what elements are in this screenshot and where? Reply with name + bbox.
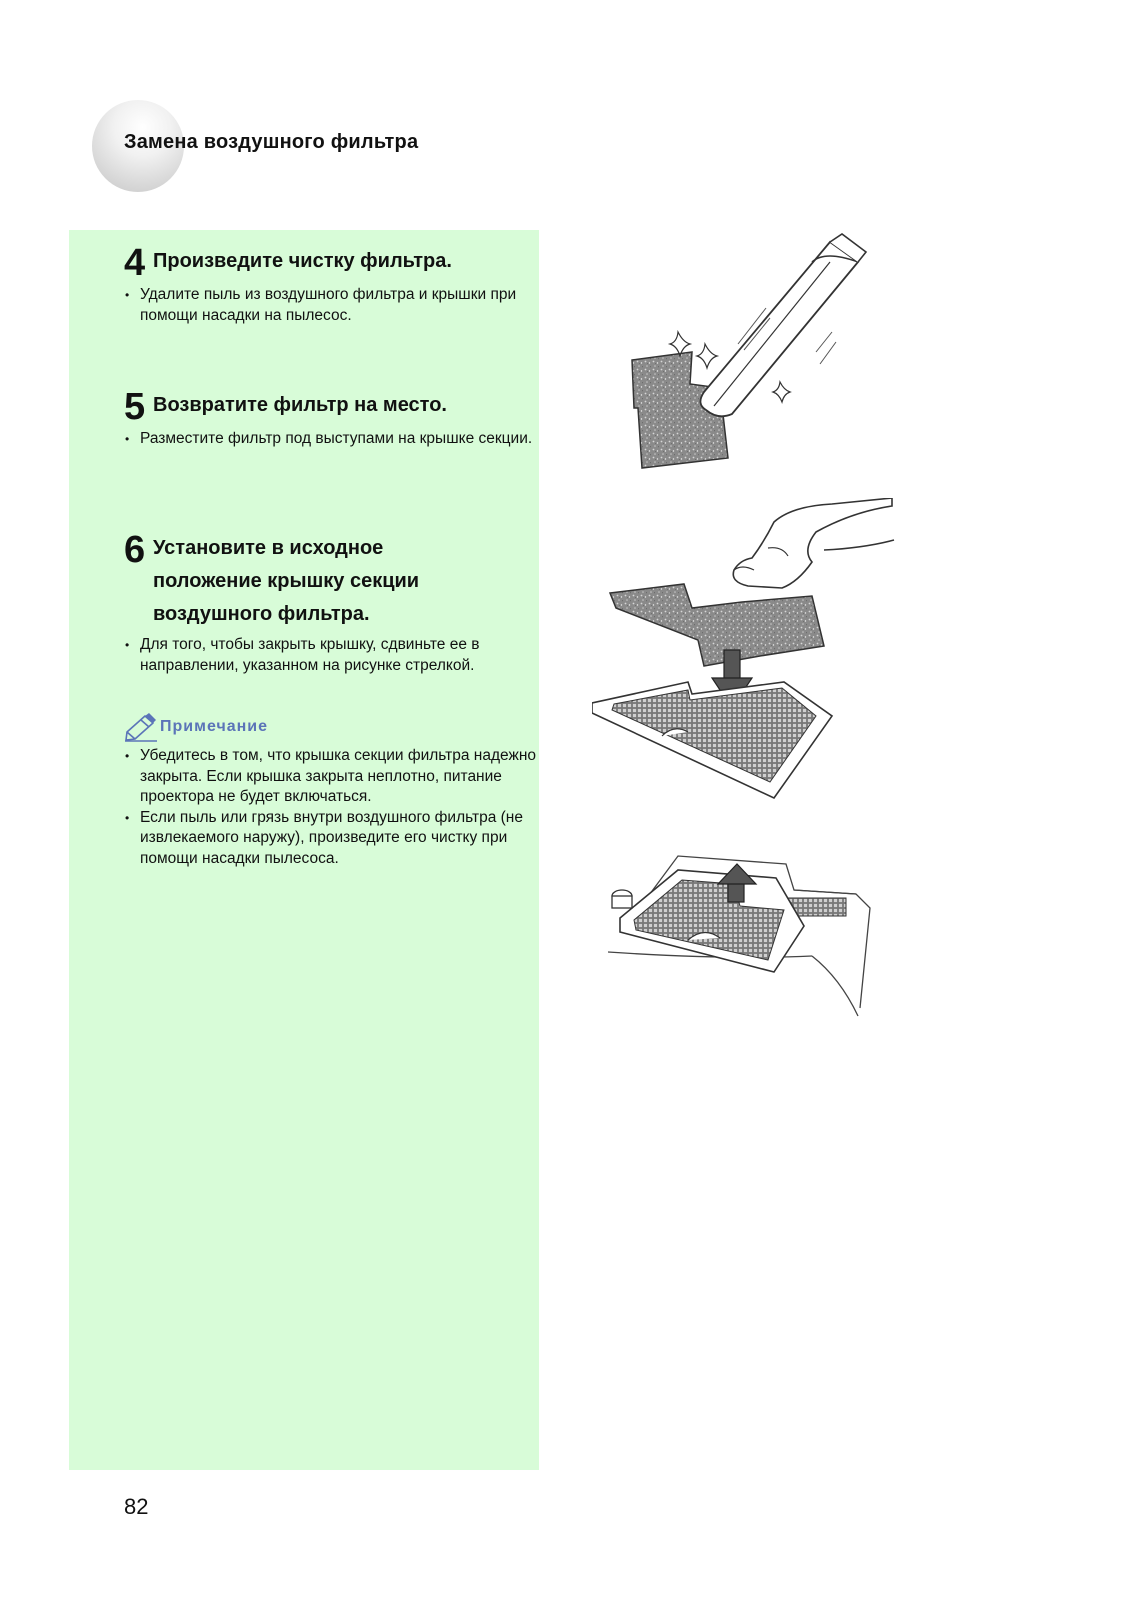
hand-icon bbox=[733, 498, 894, 588]
step-number: 5 bbox=[124, 386, 145, 428]
screw-knob-icon bbox=[612, 890, 632, 908]
step-5 bbox=[124, 386, 539, 450]
filter-cover-installed bbox=[620, 870, 804, 972]
bullet-item: • Разместите фильтр под выступами на крышке секции. bbox=[124, 429, 539, 450]
cover-installation-illustration bbox=[608, 848, 888, 1030]
bullet-item: • Для того, чтобы закрыть крышку, сдвиньте ее в направлении, указанном на рисунке стрелкой. bbox=[124, 635, 539, 676]
vacuum-nozzle-icon bbox=[700, 234, 866, 416]
filter-placement-illustration bbox=[592, 498, 912, 818]
bullet-item: • Удалите пыль из воздушного фильтра и крышки при помощи насадки на пылесос. bbox=[124, 285, 539, 326]
filter-sheet bbox=[610, 584, 824, 666]
step-4 bbox=[124, 242, 539, 326]
filter-cover-tray bbox=[592, 682, 832, 798]
bullet-item: • Убедитесь в том, что крышка секции фильтра надежно закрыта. Если крышка закрыта неплотно, питание проектора не будет включаться. bbox=[124, 746, 539, 808]
vacuum-cleaning-illustration bbox=[620, 232, 870, 482]
section-title: Замена воздушного фильтра bbox=[124, 131, 419, 153]
bullet-item: • Если пыль или грязь внутри воздушного фильтра (не извлекаемого наружу), произведите его чистку при помощи насадки пылесоса. bbox=[124, 808, 539, 870]
step-title: Установите в исходное положение крышку секции воздушного фильтра. bbox=[153, 537, 420, 625]
step-number: 4 bbox=[124, 242, 145, 284]
step-title: Возвратите фильтр на место. bbox=[153, 394, 447, 416]
step-bullets bbox=[124, 635, 539, 676]
step-bullets bbox=[124, 429, 539, 450]
step-6 bbox=[124, 529, 539, 676]
note-label: Примечание bbox=[160, 718, 269, 735]
step-title: Произведите чистку фильтра. bbox=[153, 250, 452, 272]
note-section bbox=[124, 710, 539, 869]
page-number: 82 bbox=[124, 1494, 149, 1519]
pencil-note-icon bbox=[124, 712, 158, 742]
step-number: 6 bbox=[124, 529, 145, 571]
step-bullets bbox=[124, 285, 539, 326]
note-bullets bbox=[124, 746, 539, 869]
